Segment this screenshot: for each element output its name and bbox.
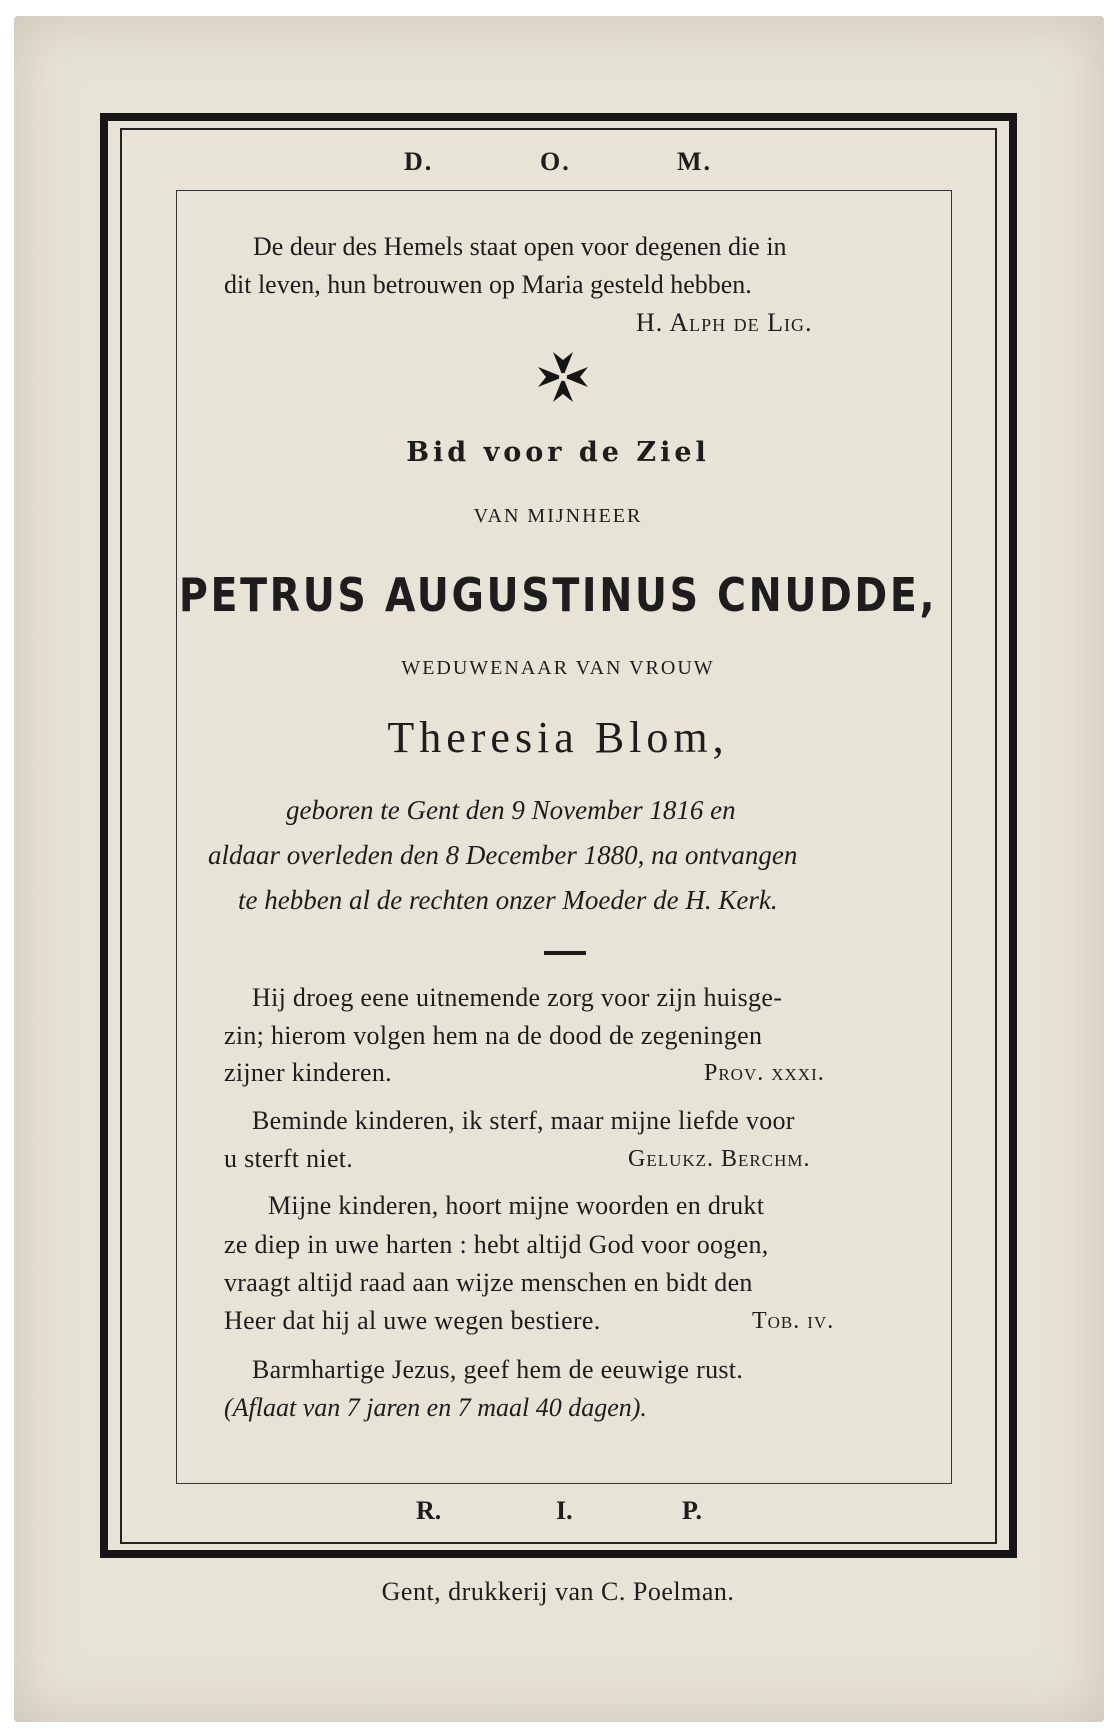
- deceased-name: PETRUS AUGUSTINUS CNUDDE,: [178, 568, 938, 622]
- passage3-reference: Tob. iv.: [752, 1308, 835, 1334]
- passage2-line-1: Beminde kinderen, ik sterf, maar mijne liefde voor: [252, 1106, 795, 1135]
- quote-line-2: dit leven, hun betrouwen op Maria gesteld hebben.: [224, 270, 752, 299]
- passage1-line-2: zin; hierom volgen hem na de dood de zegeningen: [224, 1021, 763, 1050]
- footer-letter-i: I.: [556, 1496, 573, 1525]
- footer-letter-r: R.: [416, 1496, 442, 1525]
- quote-line-1: De deur des Hemels staat open voor degenen die in: [253, 232, 787, 261]
- prayer-heading: Bid voor de Ziel: [406, 437, 710, 468]
- bio-line-3: te hebben al de rechten onzer Moeder de H. Kerk.: [238, 885, 778, 915]
- quote-source: H. Alph de Lig.: [636, 308, 813, 337]
- passage1-reference: Prov. xxxi.: [704, 1060, 825, 1086]
- indulgence-note: (Aflaat van 7 jaren en 7 maal 40 dagen).: [224, 1393, 647, 1422]
- passage3-line-1: Mijne kinderen, hoort mijne woorden en drukt: [268, 1191, 765, 1220]
- passage1-line-3: zijner kinderen.: [224, 1058, 392, 1087]
- bio-line-2: aldaar overleden den 8 December 1880, na ontvangen: [208, 840, 798, 870]
- passage3-line-4: Heer dat hij al uwe wegen bestiere.: [224, 1306, 601, 1335]
- divider-rule: [544, 951, 586, 955]
- header-letter-o: O.: [540, 147, 571, 176]
- passage1-line-1: Hij droeg eene uitnemende zorg voor zijn huisge-: [252, 983, 783, 1012]
- footer-letter-p: P.: [682, 1496, 702, 1525]
- passage3-line-3: vraagt altijd raad aan wijze menschen en bidt den: [224, 1268, 753, 1297]
- van-mijnheer-label: VAN MIJNHEER: [473, 505, 643, 527]
- passage2-line-2: u sterft niet.: [224, 1144, 354, 1173]
- maltese-cross-icon: [536, 350, 590, 404]
- passage2-reference: Gelukz. Berchm.: [628, 1146, 811, 1172]
- header-letter-d: D.: [404, 147, 434, 176]
- printer-imprint: Gent, drukkerij van C. Poelman.: [381, 1577, 735, 1606]
- widower-label: WEDUWENAAR VAN VROUW: [401, 657, 715, 679]
- prayer-line: Barmhartige Jezus, geef hem de eeuwige rust.: [252, 1355, 744, 1384]
- bio-line-1: geboren te Gent den 9 November 1816 en: [286, 795, 736, 825]
- header-letter-m: M.: [677, 147, 713, 176]
- passage3-line-2: ze diep in uwe harten : hebt altijd God voor oogen,: [224, 1230, 769, 1259]
- wife-name: Theresia Blom,: [387, 713, 729, 762]
